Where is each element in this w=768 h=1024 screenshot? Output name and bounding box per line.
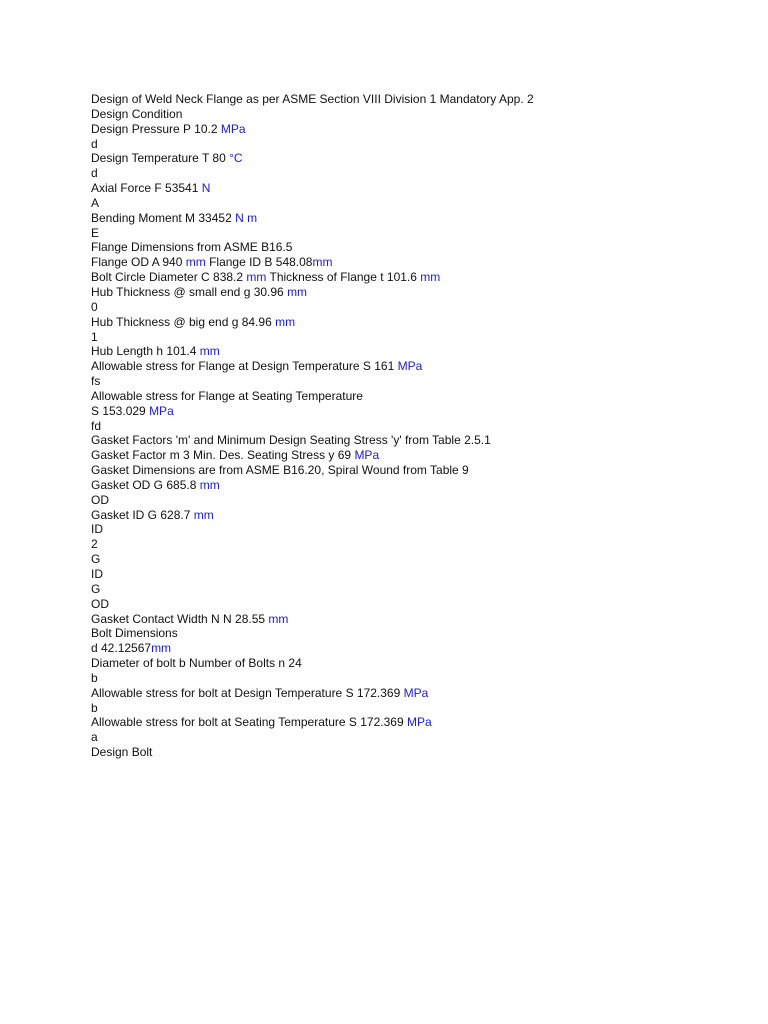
unit-label: mm: [151, 641, 172, 656]
text-segment: d 42.12567: [91, 641, 152, 656]
text-line: [91, 374, 751, 389]
unit-label: N: [201, 181, 211, 196]
text-line: [91, 656, 751, 671]
text-segment: Allowable stress for Flange at Design Temperature S 161: [91, 359, 398, 374]
unit-label: mm: [199, 344, 220, 359]
text-line: [91, 745, 751, 760]
text-segment: Thickness of Flange t 101.6: [266, 270, 421, 285]
unit-label: °C: [229, 151, 243, 166]
text-segment: A: [91, 195, 100, 210]
text-segment: ID: [91, 567, 103, 581]
text-line: [91, 463, 751, 478]
text-line: [91, 508, 751, 523]
text-line: [91, 107, 751, 122]
text-line: [91, 344, 751, 359]
text-line: [91, 522, 751, 537]
text-segment: Gasket ID G 628.7: [91, 507, 194, 522]
text-segment: Hub Thickness @ big end g 84.96: [91, 314, 276, 329]
text-line: [91, 122, 751, 137]
text-segment: fs: [91, 374, 101, 389]
text-line: [91, 226, 751, 241]
text-line: [91, 552, 751, 567]
text-segment: Design Pressure P 10.2: [91, 121, 221, 136]
unit-label: MPa: [149, 403, 174, 418]
text-line: [91, 285, 751, 300]
text-segment: b: [91, 700, 98, 715]
text-segment: Allowable stress for bolt at Design Temperature S 172.369: [91, 685, 404, 700]
unit-label: MPa: [403, 685, 429, 700]
text-segment: Gasket OD G 685.8: [91, 477, 200, 492]
unit-label: mm: [193, 507, 214, 522]
unit-label: mm: [420, 270, 441, 285]
text-segment: d: [91, 136, 98, 151]
unit-label: mm: [312, 255, 333, 270]
text-line: [91, 404, 751, 419]
text-line: [91, 240, 751, 255]
text-line: [91, 137, 751, 152]
text-segment: G: [91, 581, 101, 596]
text-line: [91, 626, 751, 641]
text-segment: Bending Moment M 33452: [91, 210, 236, 225]
text-line: [91, 641, 751, 656]
text-line: [91, 715, 751, 730]
text-segment: Gasket Factor m 3 Min. Des. Seating Stress y 69: [91, 448, 355, 463]
text-line: [91, 270, 751, 285]
text-segment: Design Bolt: [91, 745, 153, 760]
text-line: [91, 537, 751, 552]
text-line: [91, 300, 751, 315]
text-line: [91, 181, 751, 196]
document-body: [91, 92, 751, 760]
text-segment: 1: [91, 329, 98, 344]
text-segment: Axial Force F 53541: [91, 181, 202, 196]
text-line: [91, 433, 751, 448]
text-line: [91, 686, 751, 701]
unit-label: N m: [235, 210, 258, 225]
text-line: [91, 478, 751, 493]
unit-label: mm: [275, 314, 296, 329]
text-segment: Design of Weld Neck Flange as per ASME Section VIII Division 1 Mandatory App. 2: [91, 92, 534, 106]
text-line: [91, 582, 751, 597]
text-line: [91, 730, 751, 745]
text-segment: Diameter of bolt b Number of Bolts n 24: [91, 656, 302, 671]
text-line: [91, 419, 751, 434]
text-segment: 0: [91, 299, 98, 314]
unit-label: mm: [246, 270, 267, 285]
text-segment: d: [91, 166, 98, 181]
unit-label: mm: [185, 255, 206, 270]
text-segment: Hub Thickness @ small end g 30.96: [91, 284, 288, 299]
text-line: [91, 330, 751, 345]
text-line: [91, 255, 751, 270]
text-segment: Flange ID B 548.08: [205, 255, 313, 270]
text-segment: G: [91, 552, 101, 567]
text-segment: Gasket Factors 'm' and Minimum Design Seating Stress 'y' from Table 2.5.1: [91, 433, 491, 448]
text-segment: a: [91, 730, 98, 745]
text-segment: b: [91, 670, 98, 685]
text-line: [91, 389, 751, 404]
text-segment: fd: [91, 418, 102, 433]
text-line: [91, 359, 751, 374]
text-segment: Allowable stress for Flange at Seating Temperature: [91, 388, 363, 403]
text-segment: ID: [91, 522, 103, 537]
text-line: [91, 196, 751, 211]
text-segment: Gasket Contact Width N N 28.55: [91, 611, 269, 626]
unit-label: MPa: [406, 715, 432, 730]
text-line: [91, 448, 751, 463]
text-line: [91, 315, 751, 330]
text-segment: 2: [91, 537, 98, 552]
unit-label: MPa: [397, 359, 423, 374]
text-segment: Gasket Dimensions are from ASME B16.20, Spiral Wound from Table 9: [91, 463, 469, 478]
text-segment: Flange Dimensions from ASME B16.5: [91, 240, 293, 255]
text-segment: Bolt Dimensions: [91, 626, 178, 641]
text-segment: Allowable stress for bolt at Seating Temperature S 172.369: [91, 715, 407, 730]
unit-label: mm: [199, 477, 220, 492]
text-segment: Hub Length h 101.4: [91, 344, 200, 359]
text-line: [91, 211, 751, 226]
text-line: [91, 671, 751, 686]
unit-label: mm: [287, 284, 308, 299]
text-line: [91, 597, 751, 612]
text-segment: Design Temperature T 80: [91, 151, 230, 166]
text-segment: E: [91, 225, 100, 240]
text-line: [91, 493, 751, 508]
text-line: [91, 612, 751, 627]
unit-label: mm: [268, 611, 289, 626]
text-segment: Bolt Circle Diameter C 838.2: [91, 270, 247, 285]
text-line: [91, 166, 751, 181]
text-segment: OD: [91, 492, 109, 507]
text-line: [91, 701, 751, 716]
text-segment: S 153.029: [91, 403, 150, 418]
text-line: [91, 567, 751, 582]
text-segment: Flange OD A 940: [91, 255, 186, 270]
text-segment: Design Condition: [91, 106, 183, 121]
text-segment: OD: [91, 596, 109, 611]
unit-label: MPa: [354, 448, 380, 463]
text-line: [91, 151, 751, 166]
unit-label: MPa: [220, 121, 246, 136]
text-line: [91, 92, 751, 107]
